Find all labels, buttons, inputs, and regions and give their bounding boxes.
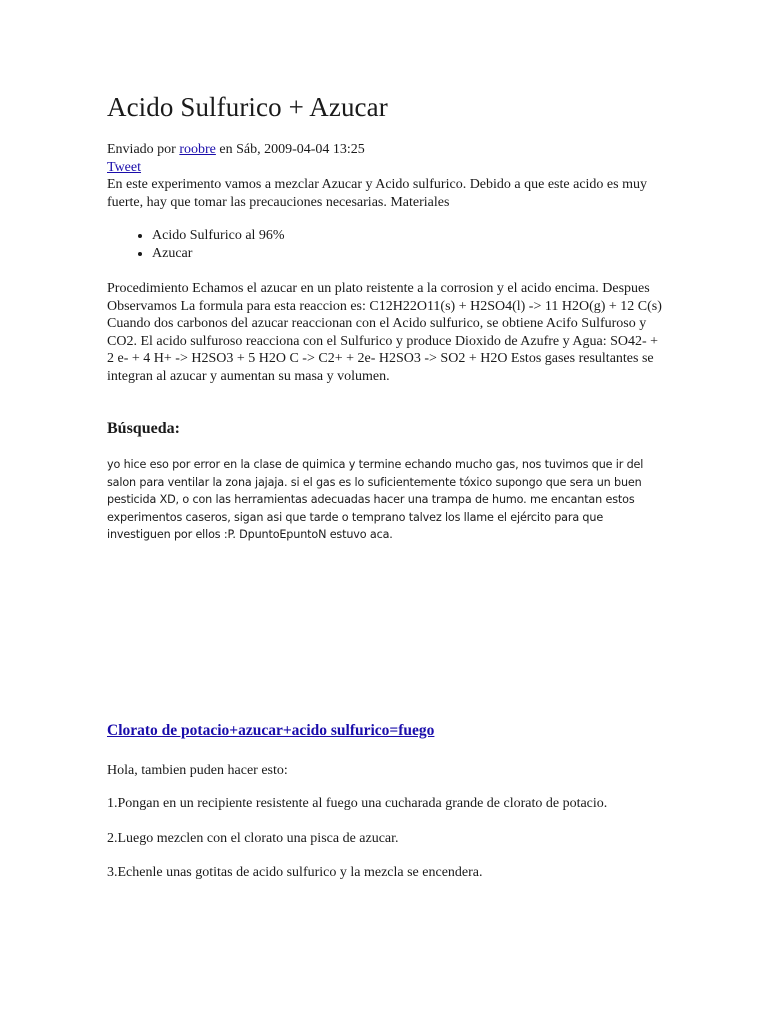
meta-date: en Sáb, 2009-04-04 13:25: [215, 142, 365, 157]
tweet-link[interactable]: Tweet: [107, 160, 142, 175]
materials-list: [107, 227, 285, 263]
article-meta: [107, 141, 365, 159]
related-paragraph: 2.Luego mezclen con el clorato una pisca de azucar.: [107, 831, 399, 846]
article-title: Acido Sulfurico + Azucar: [107, 92, 388, 122]
related-paragraph: Hola, tambien puden hacer esto:: [107, 763, 288, 778]
search-heading: Búsqueda:: [107, 420, 180, 437]
list-item: • Acido Sulfurico al 96%: [152, 227, 285, 245]
article-procedure: Procedimiento Echamos el azucar en un plato reistente a la corrosion y el acido encima. Despues Observamos La formula para esta reaccion es: C12H22O11(s) + H2SO4(l) -> 11 H2O(g) + 12 C(s) Cuando dos carbonos del azucar reaccionan con el Acido sulfurico, se obtiene Acifo Sulfuroso y CO2. El acido sulfuroso reacciona con el Sulfurico y produce Dioxido de Azufre y Agua: SO42- + 2 e- + 4 H+ -> H2SO3 + 5 H2O C -> C2+ + 2e- H2SO3 -> SO2 + H2O Estos gases resultantes se integran al azucar y aumentan su masa y volumen.: [107, 281, 662, 384]
comment-text: yo hice eso por error en la clase de quimica y termine echando mucho gas, nos tuvimos que ir del salon para ventilar la zona jajaja. si el gas es lo suficientemente tóxico supongo que sera un buen pesticida XD, o con las herramientas adecuadas hacer una trampa de humo. me encantan estos experimentos caseros, sigan asi que tarde o temprano talvez los llame el ejército para que investiguen por ellos :P. DpuntoEpuntoN estuvo aca.: [107, 458, 644, 542]
author-link[interactable]: roobre: [179, 142, 216, 157]
list-item: • Azucar: [152, 245, 285, 263]
related-paragraph: 3.Echenle unas gotitas de acido sulfurico y la mezcla se encendera.: [107, 865, 483, 880]
tweet-row: [107, 159, 141, 177]
related-article-heading: [107, 722, 434, 740]
related-paragraph: 1.Pongan en un recipiente resistente al fuego una cucharada grande de clorato de potacio.: [107, 796, 608, 811]
related-article-link[interactable]: Clorato de potacio+azucar+acido sulfurico=fuego: [107, 722, 435, 739]
meta-prefix: Enviado por: [107, 142, 180, 157]
article-intro: En este experimento vamos a mezclar Azucar y Acido sulfurico. Debido a que este acido es muy fuerte, hay que tomar las precauciones necesarias. Materiales: [107, 177, 647, 210]
